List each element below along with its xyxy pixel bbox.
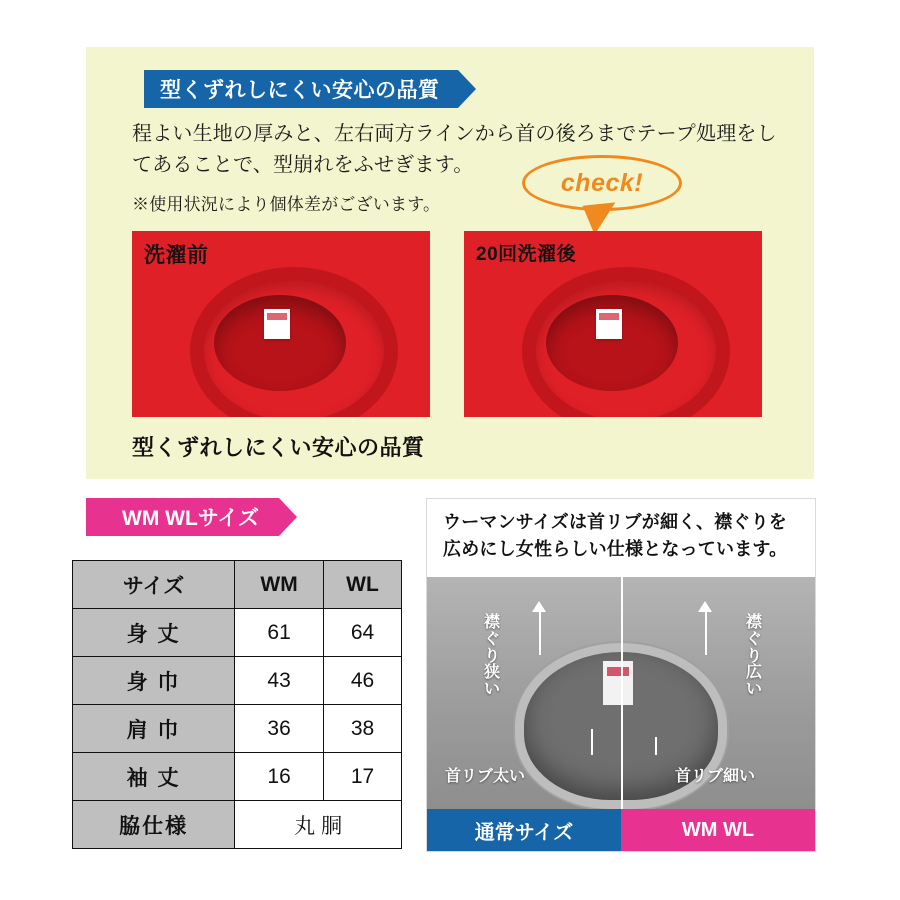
cell-wl-sleeve-length: 17: [323, 753, 401, 801]
header-wl: WL: [323, 561, 401, 609]
row-label-side-spec: 脇仕様: [73, 801, 235, 849]
table-row: [73, 801, 402, 849]
table-header-row: [73, 561, 402, 609]
quality-bottom-caption: 型くずれしにくい安心の品質: [132, 435, 425, 460]
neck-comparison-legend: [427, 809, 815, 851]
legend-wm-wl-size: WM WL: [621, 809, 815, 851]
size-table-body: [73, 609, 402, 849]
photo-before-label: 洗濯前: [144, 244, 209, 267]
left-rib-thickness-arrow: [591, 729, 593, 755]
row-label-body-width: 身 巾: [73, 657, 235, 705]
left-rib-label: 首リブ太い: [445, 768, 526, 785]
quality-note-text: ※使用状況により個体差がございます。: [132, 195, 441, 214]
size-section-heading: [86, 498, 279, 536]
neck-comparison-photo: [427, 577, 815, 809]
table-row: [73, 609, 402, 657]
quality-ribbon-heading: [144, 70, 458, 108]
row-label-body-length: 身 丈: [73, 609, 235, 657]
table-row: [73, 657, 402, 705]
size-table: [72, 560, 402, 849]
cell-wm-sleeve-length: 16: [235, 753, 324, 801]
photo-before-wash: [132, 231, 430, 417]
size-table-head: [73, 561, 402, 609]
header-size: サイズ: [73, 561, 235, 609]
photo-after-wash: [464, 231, 762, 417]
legend-standard-size: 通常サイズ: [427, 809, 621, 851]
check-callout-label: check!: [560, 168, 644, 197]
neck-description-text: ウーマンサイズは首リブが細く、襟ぐりを広めにし女性らしい仕様となっています。: [443, 512, 788, 559]
neck-brand-tag: [603, 661, 633, 705]
left-collar-arrow-stem: [539, 605, 541, 655]
header-wm: WM: [235, 561, 324, 609]
right-collar-arrow-head: [698, 601, 712, 612]
neck-photo-divider: [621, 577, 623, 809]
cell-wm-shoulder-width: 36: [235, 705, 324, 753]
quality-ribbon-label: 型くずれしにくい安心の品質: [160, 79, 440, 102]
left-collar-arrow-head: [532, 601, 546, 612]
quality-panel: [86, 47, 814, 479]
left-collar-label: 襟ぐり狭い: [483, 614, 500, 699]
neck-comparison-panel: [426, 498, 816, 852]
photo-before-brand-tag: [264, 309, 290, 339]
size-section-label: WM WLサイズ: [122, 507, 260, 530]
right-rib-label: 首リブ細い: [675, 768, 756, 785]
check-callout: [522, 155, 682, 211]
cell-wl-body-length: 64: [323, 609, 401, 657]
photo-after-label: 20回洗濯後: [476, 244, 577, 265]
right-rib-thickness-arrow: [655, 737, 657, 755]
cell-side-spec-value: 丸 胴: [235, 801, 402, 849]
cell-wm-body-width: 43: [235, 657, 324, 705]
right-collar-label: 襟ぐり広い: [745, 614, 762, 699]
table-row: [73, 753, 402, 801]
right-collar-arrow-stem: [705, 605, 707, 655]
cell-wm-body-length: 61: [235, 609, 324, 657]
quality-lead-text: 程よい生地の厚みと、左右両方ラインから首の後ろまでテープ処理をしてあることで、型崩れをふせぎます。: [132, 123, 777, 176]
photo-after-brand-tag: [596, 309, 622, 339]
row-label-shoulder-width: 肩 巾: [73, 705, 235, 753]
cell-wl-shoulder-width: 38: [323, 705, 401, 753]
table-row: [73, 705, 402, 753]
cell-wl-body-width: 46: [323, 657, 401, 705]
row-label-sleeve-length: 袖 丈: [73, 753, 235, 801]
